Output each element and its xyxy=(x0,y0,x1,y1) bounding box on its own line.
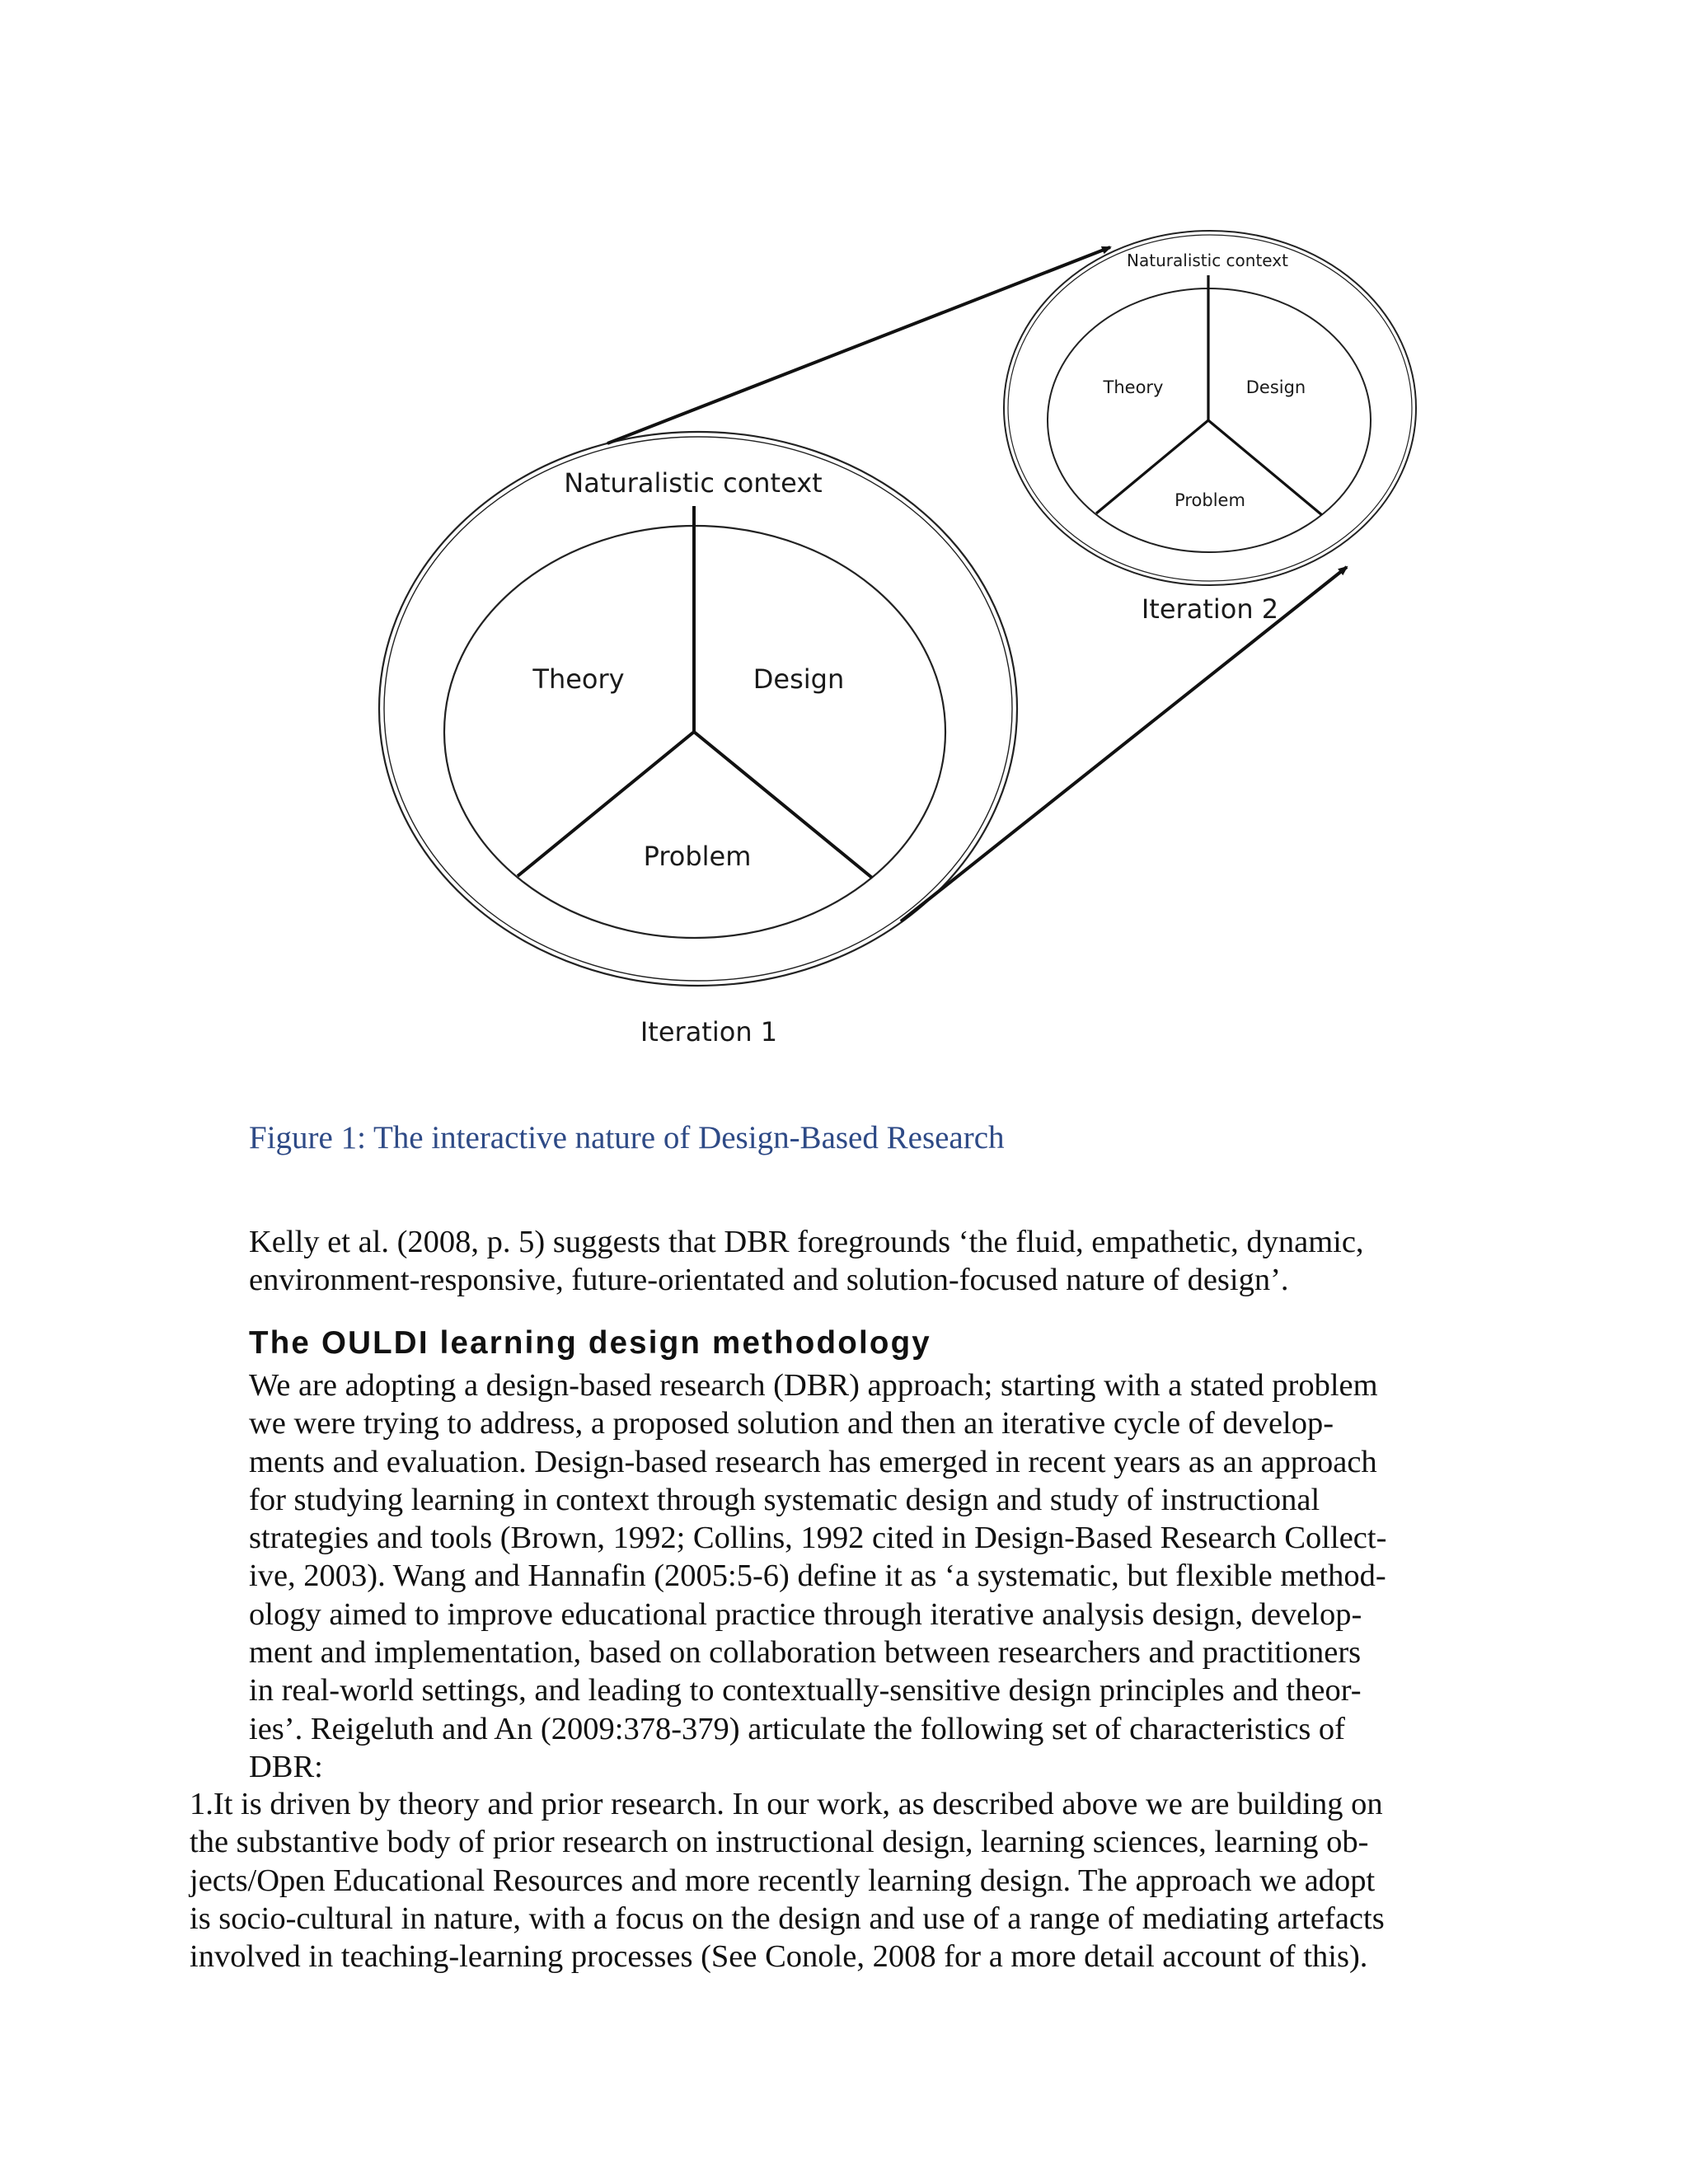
list-item-line: 1.It is driven by theory and prior research. In our work, as described above we are building on xyxy=(190,1787,1383,1821)
intro-paragraph xyxy=(249,1223,1364,1300)
arrow-to-iteration-2-bottom xyxy=(901,567,1347,921)
paragraph-line: we were trying to address, a proposed solution and then an iterative cycle of develop- xyxy=(249,1406,1334,1441)
intro-line: Kelly et al. (2008, p. 5) suggests that DBR foregrounds ‘the fluid, empathetic, dynamic, xyxy=(249,1225,1364,1259)
paragraph-line: ment and implementation, based on collaboration between researchers and practitioners xyxy=(249,1635,1362,1671)
iteration-2-diagram xyxy=(1004,231,1416,625)
paragraph-line: ology aimed to improve educational practice through iterative analysis design, develop- xyxy=(249,1596,1362,1632)
intro-line: environment-responsive, future-orientated and solution-focused nature of design’. xyxy=(249,1263,1289,1298)
paragraph-line: strategies and tools (Brown, 1992; Collins, 1992 cited in Design-Based Research Collect- xyxy=(249,1521,1387,1556)
arrow-to-iteration-2-top xyxy=(607,247,1110,443)
iteration-1-problem-label: Problem xyxy=(643,841,752,872)
paragraph-line: ments and evaluation. Design-based research has emerged in recent years as an approach xyxy=(249,1444,1377,1479)
paragraph-line: for studying learning in context through systematic design and study of instructional xyxy=(249,1482,1320,1517)
figure-caption: Figure 1: The interactive nature of Design-Based Research xyxy=(249,1120,1005,1155)
iteration-1-context-label: Naturalistic context xyxy=(564,467,823,499)
list-item-1 xyxy=(190,1785,1385,1975)
iteration-2-theory-label: Theory xyxy=(1103,377,1164,397)
iteration-1-theory-label: Theory xyxy=(532,663,625,695)
list-item-line: the substantive body of prior research on instructional design, learning sciences, learning ob- xyxy=(190,1825,1369,1860)
iteration-1-design-label: Design xyxy=(753,663,845,695)
iteration-1-outer-circle-inner-line xyxy=(384,437,1012,981)
iteration-2-context-label: Naturalistic context xyxy=(1127,251,1288,270)
iteration-2-design-label: Design xyxy=(1245,377,1306,397)
iteration-2-outer-circle-inner-line xyxy=(1008,235,1412,581)
iteration-1-diagram xyxy=(379,432,1017,1047)
paragraph-line: ies’. Reigeluth and An (2009:378-379) articulate the following set of characteristics of xyxy=(249,1711,1345,1746)
section-heading: The OULDI learning design methodology xyxy=(249,1325,931,1361)
paragraph-line: in real-world settings, and leading to contextually-sensitive design principles and theor- xyxy=(249,1673,1362,1708)
list-item-line: jects/Open Educational Resources and more recently learning design. The approach we adopt xyxy=(190,1863,1376,1898)
iteration-1-outer-circle xyxy=(379,432,1017,986)
iteration-1-caption: Iteration 1 xyxy=(640,1016,778,1047)
list-item-line: involved in teaching-learning processes (See Conole, 2008 for a more detail account of this). xyxy=(190,1939,1368,1975)
paragraph-line: ive, 2003). Wang and Hannafin (2005:5-6) define it as ‘a systematic, but flexible method- xyxy=(249,1558,1386,1594)
paragraph-line: We are adopting a design-based research (DBR) approach; starting with a stated problem xyxy=(249,1368,1378,1403)
methodology-paragraph xyxy=(249,1366,1386,1786)
iteration-2-caption: Iteration 2 xyxy=(1141,593,1279,625)
iteration-2-outer-circle xyxy=(1004,231,1416,585)
paragraph-line: DBR: xyxy=(249,1749,323,1784)
iteration-2-problem-label: Problem xyxy=(1175,490,1245,510)
list-item-line: is socio-cultural in nature, with a focus on the design and use of a range of mediating artefacts xyxy=(190,1900,1385,1936)
